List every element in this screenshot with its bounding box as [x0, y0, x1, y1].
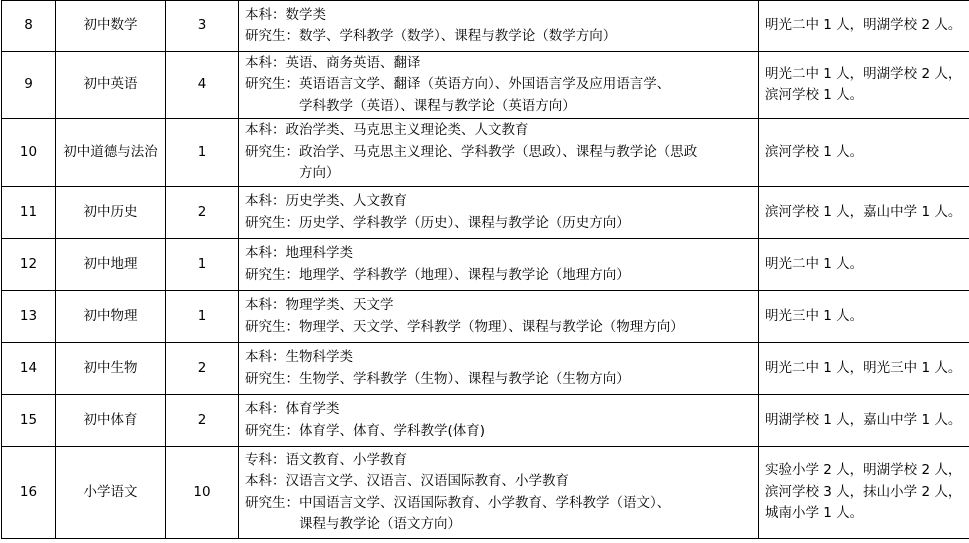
school-allocation-line: 明光二中 1 人。 [765, 255, 864, 272]
major-requirements-cell [239, 1, 759, 52]
subject-name: 初中道德与法治 [63, 143, 158, 160]
school-allocation-line: 明光二中 1 人，明光三中 1 人。 [765, 359, 962, 376]
undergrad-majors: 生物科学类 [285, 349, 353, 365]
undergrad-majors: 历史学类、人文教育 [285, 193, 407, 209]
grad-label: 研究生： [245, 494, 299, 511]
undergrad-line [245, 295, 754, 317]
subject-name: 初中数学 [83, 17, 138, 34]
row-number: 11 [19, 203, 38, 220]
grad-majors [299, 26, 754, 48]
grad-majors-line: 体育学、体育、学科教学(体育) [299, 422, 486, 439]
table-row [2, 52, 969, 119]
row-number-cell [2, 343, 56, 395]
table-row [2, 1, 969, 52]
row-number-cell [2, 395, 56, 447]
grad-majors-line: 地理学、学科教学（地理）、课程与教学论（地理方向） [299, 266, 630, 283]
grad-majors-line: 物理学、天文学、学科教学（物理）、课程与教学论（物理方向） [299, 318, 684, 335]
grad-line [245, 493, 754, 536]
table-body [2, 1, 969, 539]
school-allocation-line: 明光二中 1 人，明湖学校 2 人， [765, 65, 962, 82]
grad-label: 研究生： [245, 143, 299, 160]
grad-majors [299, 317, 754, 339]
major-requirements-cell [239, 52, 759, 119]
schools-cell [759, 187, 969, 239]
table-row [2, 343, 969, 395]
schools-cell [759, 343, 969, 395]
table-row [2, 239, 969, 291]
schools-cell [759, 239, 969, 291]
schools-cell [759, 52, 969, 119]
grad-line [245, 317, 754, 339]
grad-majors [299, 369, 754, 391]
count-cell [166, 395, 239, 447]
school-allocation-line: 明光二中 1 人，明湖学校 2 人。 [765, 17, 962, 34]
subject-name: 初中地理 [83, 255, 138, 272]
count-cell [166, 447, 239, 539]
grad-majors [299, 265, 754, 287]
row-number: 12 [19, 255, 38, 272]
grad-label: 研究生： [245, 370, 299, 387]
grad-line [245, 74, 754, 117]
college-majors: 语文教育、小学教育 [285, 451, 407, 468]
undergrad-line [245, 347, 754, 369]
subject-cell [56, 52, 166, 119]
row-number: 16 [19, 483, 38, 500]
major-requirements-cell [239, 447, 759, 539]
row-number: 9 [24, 76, 33, 93]
subject-name: 初中物理 [83, 307, 138, 324]
school-allocation-line: 明湖学校 1 人，嘉山中学 1 人。 [765, 411, 962, 428]
hire-count: 3 [197, 17, 207, 34]
grad-majors [299, 421, 754, 443]
grad-label: 研究生： [245, 76, 299, 93]
table-row [2, 395, 969, 447]
count-cell [166, 291, 239, 343]
subject-cell [56, 291, 166, 343]
subject-name: 初中体育 [83, 411, 138, 428]
grad-line [245, 369, 754, 391]
schools-cell [759, 447, 969, 539]
subject-cell [56, 119, 166, 187]
grad-label: 研究生： [245, 422, 299, 439]
grad-line [245, 213, 754, 235]
count-cell [166, 119, 239, 187]
undergrad-majors: 地理科学类 [285, 245, 353, 261]
school-allocation-line: 滨河学校 3 人，抹山小学 2 人， [765, 483, 962, 500]
hire-count: 2 [197, 203, 207, 220]
undergrad-line [245, 120, 754, 142]
grad-majors-line: 英语语言文学、翻译（英语方向）、外国语言学及应用语言学、 [299, 76, 671, 93]
grad-line [245, 26, 754, 48]
table-row [2, 187, 969, 239]
grad-majors-line: 方向） [299, 165, 340, 182]
row-number-cell [2, 187, 56, 239]
grad-line [245, 265, 754, 287]
undergrad-label: 本科： [245, 297, 286, 313]
undergrad-line [245, 191, 754, 213]
hire-count: 2 [197, 411, 207, 428]
major-requirements-cell [239, 291, 759, 343]
count-cell [166, 239, 239, 291]
subject-cell [56, 395, 166, 447]
undergrad-majors: 物理学类、天文学 [285, 297, 394, 313]
subject-name: 初中历史 [83, 203, 138, 220]
grad-majors-line: 课程与教学论（语文方向） [299, 516, 461, 532]
grad-majors [299, 213, 754, 235]
subject-cell [56, 447, 166, 539]
grad-majors-line: 历史学、学科教学（历史）、课程与教学论（历史方向） [299, 214, 630, 231]
school-allocation-line: 滨河学校 1 人。 [765, 87, 864, 103]
hire-count: 1 [197, 143, 207, 160]
major-requirements-cell [239, 343, 759, 395]
undergrad-label: 本科： [245, 6, 286, 23]
hire-count: 10 [193, 483, 211, 500]
row-number-cell [2, 239, 56, 291]
grad-label: 研究生： [245, 28, 299, 44]
undergrad-line [245, 399, 754, 421]
row-number: 8 [24, 17, 33, 34]
grad-label: 研究生： [245, 214, 299, 231]
count-cell [166, 52, 239, 119]
row-number-cell [2, 119, 56, 187]
row-number: 14 [19, 359, 38, 376]
grad-majors-line: 政治学、马克思主义理论、学科教学（思政）、课程与教学论（思政 [299, 143, 698, 160]
subject-cell [56, 239, 166, 291]
grad-majors [299, 493, 754, 536]
grad-majors [299, 142, 754, 185]
undergrad-line [245, 243, 754, 265]
grad-majors-line: 学科教学（英语）、课程与教学论（英语方向） [299, 97, 576, 114]
undergrad-line [245, 53, 754, 75]
grad-label: 研究生： [245, 266, 299, 283]
undergrad-label: 本科： [245, 193, 286, 209]
undergrad-label: 本科： [245, 122, 286, 139]
undergrad-majors: 政治学类、马克思主义理论类、人文教育 [285, 122, 529, 139]
row-number-cell [2, 1, 56, 52]
recruitment-table [1, 0, 969, 539]
schools-cell [759, 119, 969, 187]
school-allocation-line: 滨河学校 1 人。 [765, 143, 864, 160]
hire-count: 4 [197, 76, 207, 93]
grad-majors-line: 生物学、学科教学（生物）、课程与教学论（生物方向） [299, 370, 630, 387]
row-number: 15 [19, 411, 38, 428]
subject-cell [56, 343, 166, 395]
count-cell [166, 343, 239, 395]
hire-count: 1 [197, 255, 207, 272]
subject-cell [56, 187, 166, 239]
major-requirements-cell [239, 395, 759, 447]
row-number-cell [2, 291, 56, 343]
row-number: 13 [19, 307, 38, 324]
undergrad-majors: 体育学类 [285, 401, 340, 417]
grad-line [245, 142, 754, 185]
grad-majors-line: 中国语言文学、汉语国际教育、小学教育、学科教学（语文）、 [299, 494, 671, 511]
row-number-cell [2, 52, 56, 119]
table-row [2, 291, 969, 343]
subject-name: 小学语文 [83, 483, 138, 500]
grad-majors-line: 数学、学科教学（数学）、课程与教学论（数学方向） [299, 28, 617, 44]
subject-name: 初中生物 [83, 359, 138, 376]
undergrad-label: 本科： [245, 349, 286, 365]
table-row [2, 119, 969, 187]
major-requirements-cell [239, 119, 759, 187]
row-number-cell [2, 447, 56, 539]
hire-count: 1 [197, 307, 207, 324]
undergrad-label: 本科： [245, 245, 286, 261]
undergrad-line [245, 471, 754, 493]
undergrad-line [245, 5, 754, 27]
major-requirements-cell [239, 187, 759, 239]
count-cell [166, 1, 239, 52]
subject-name: 初中英语 [83, 76, 138, 93]
undergrad-label: 本科： [245, 54, 286, 71]
college-line [245, 450, 754, 472]
undergrad-label: 本科： [245, 473, 286, 489]
undergrad-label: 本科： [245, 401, 286, 417]
school-allocation-line: 实验小学 2 人，明湖学校 2 人， [765, 462, 962, 479]
school-allocation-line: 城南小学 1 人。 [765, 505, 864, 522]
hire-count: 2 [197, 359, 207, 376]
row-number: 10 [19, 143, 38, 160]
count-cell [166, 187, 239, 239]
undergrad-majors: 汉语言文学、汉语言、汉语国际教育、小学教育 [285, 473, 569, 489]
schools-cell [759, 1, 969, 52]
school-allocation-line: 滨河学校 1 人，嘉山中学 1 人。 [765, 203, 962, 220]
college-label: 专科： [245, 451, 286, 468]
grad-majors [299, 74, 754, 117]
table-row [2, 447, 969, 539]
schools-cell [759, 395, 969, 447]
undergrad-majors: 数学类 [285, 6, 326, 23]
undergrad-majors: 英语、商务英语、翻译 [285, 54, 421, 71]
school-allocation-line: 明光三中 1 人。 [765, 307, 864, 324]
major-requirements-cell [239, 239, 759, 291]
grad-line [245, 421, 754, 443]
subject-cell [56, 1, 166, 52]
schools-cell [759, 291, 969, 343]
grad-label: 研究生： [245, 318, 299, 335]
